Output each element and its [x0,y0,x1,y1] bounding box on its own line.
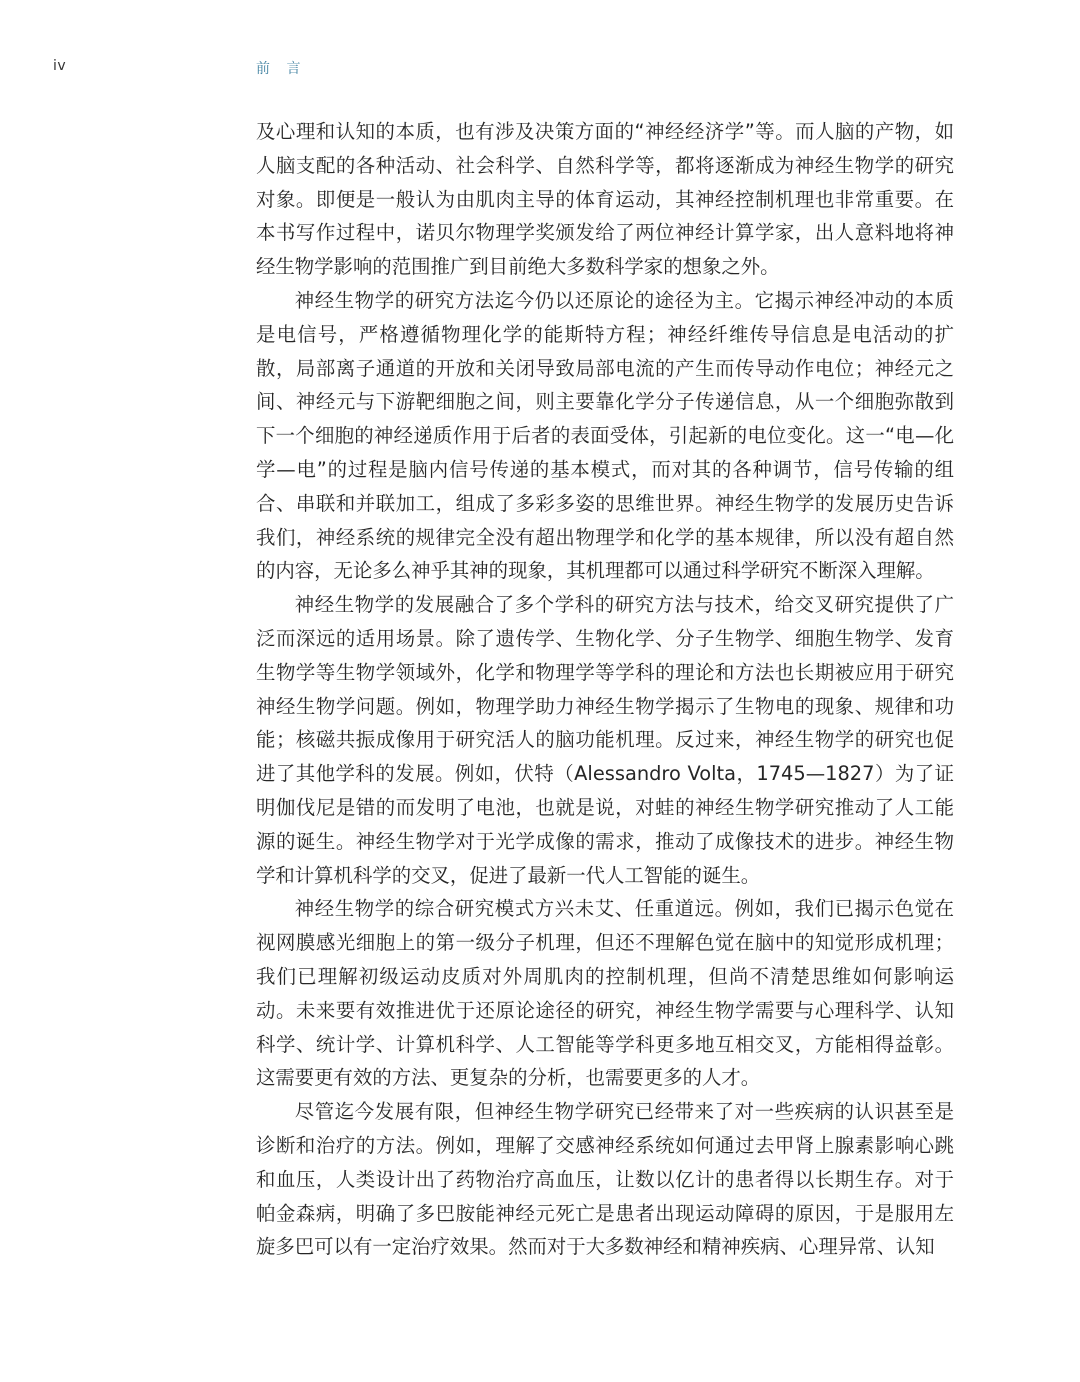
paragraph-3: 神经生物学的发展融合了多个学科的研究方法与技术，给交叉研究提供了广泛而深远的适用场景。除了遗传学、生物化学、分子生物学、细胞生物学、发育生物学等生物学领域外，化学和物理学等学科的理论和方法也长期被应用于研究神经生物学问题。例如，物理学助力神经生物学揭示了生物电的现象、规律和功能；核磁共振成像用于研究活人的脑功能机理。反过来，神经生物学的研究也促进了其他学科的发展。例如，伏特（Alessandro Volta，1745—1827）为了证明伽伐尼是错的而发明了电池，也就是说，对蛙的神经生物学研究推动了人工能源的诞生。神经生物学对于光学成像的需求，推动了成像技术的进步。神经生物学和计算机科学的交叉，促进了最新一代人工智能的诞生。 [256,593,954,887]
paragraph-2: 神经生物学的研究方法迄今仍以还原论的途径为主。它揭示神经冲动的本质是电信号，严格遵循物理化学的能斯特方程；神经纤维传导信息是电活动的扩散，局部离子通道的开放和关闭导致局部电流的产生而传导动作电位；神经元之间、神经元与下游靶细胞之间，则主要靠化学分子传递信息，从一个细胞弥散到下一个细胞的神经递质作用于后者的表面受体，引起新的电位变化。这一“电—化学—电”的过程是脑内信号传递的基本模式，而对其的各种调节，信号传输的组合、串联和并联加工，组成了多彩多姿的思维世界。神经生物学的发展历史告诉我们，神经系统的规律完全没有超出物理学和化学的基本规律，所以没有超自然的内容，无论多么神乎其神的现象，其机理都可以通过科学研究不断深入理解。 [256,288,954,583]
running-title: 前 言 [256,61,307,77]
page-number: iv [53,58,67,74]
paragraph-5: 尽管迄今发展有限，但神经生物学研究已经带来了对一些疾病的认识甚至是诊断和治疗的方法。例如，理解了交感神经系统如何通过去甲肾上腺素影响心跳和血压，人类设计出了药物治疗高血压，让数以亿计的患者得以长期生存。对于帕金森病，明确了多巴胺能神经元死亡是患者出现运动障碍的原因，于是服用左旋多巴可以有一定治疗效果。然而对于大多数神经和精神疾病、心理异常、认知 [256,1100,954,1259]
body-text [256,115,954,1264]
paragraph-1: 及心理和认知的本质，也有涉及决策方面的“神经经济学”等。而人脑的产物，如人脑支配的各种活动、社会科学、自然科学等，都将逐渐成为神经生物学的研究对象。即便是一般认为由肌肉主导的体育运动，其神经控制机理也非常重要。在本书写作过程中，诺贝尔物理学奖颁发给了两位神经计算学家，出人意料地将神经生物学影响的范围推广到目前绝大多数科学家的想象之外。 [256,120,954,279]
paragraph-4: 神经生物学的综合研究模式方兴未艾、任重道远。例如，我们已揭示色觉在视网膜感光细胞上的第一级分子机理，但还不理解色觉在脑中的知觉形成机理；我们已理解初级运动皮质对外周肌肉的控制机理，但尚不清楚思维如何影响运动。未来要有效推进优于还原论途径的研究，神经生物学需要与心理科学、认知科学、统计学、计算机科学、人工智能等学科更多地互相交叉，方能相得益彰。这需要更有效的方法、更复杂的分析，也需要更多的人才。 [256,897,954,1090]
page-header [0,58,1080,82]
